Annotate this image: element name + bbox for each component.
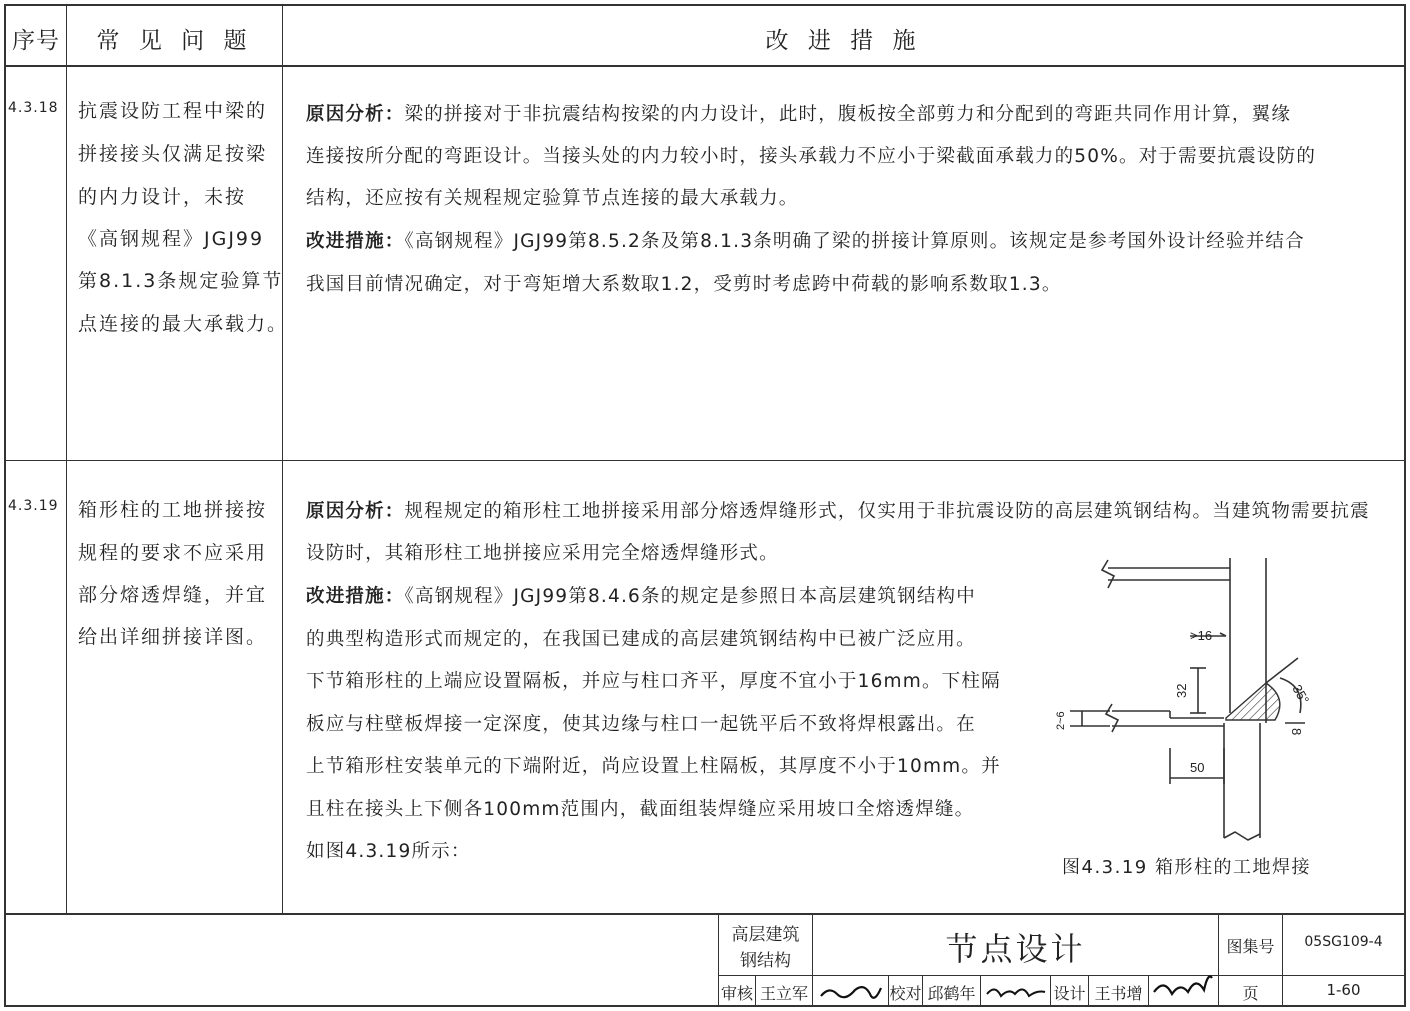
dim-8: 8	[1289, 728, 1304, 736]
text-line: 我国目前情况确定，对于弯矩增大系数取1.2，受剪时考虑跨中荷载的影响系数取1.3。	[306, 274, 1062, 295]
problem-line: 拼接接头仅满足按梁	[78, 143, 268, 165]
tb-cell-div	[980, 975, 981, 1006]
header-no: 序号	[12, 28, 60, 54]
tb-category-2: 钢结构	[740, 951, 791, 971]
text-line: 上节箱形柱安装单元的下端附近，尚应设置上柱隔板，其厚度不小于10mm。并	[306, 756, 1001, 777]
tb-check-label: 校对	[889, 984, 922, 1003]
frame-right	[1404, 4, 1406, 1007]
tb-cell-div	[812, 975, 813, 1006]
measure-label: 改进措施：	[306, 586, 405, 607]
weld-groove	[1226, 683, 1280, 720]
tb-title: 节点设计	[945, 930, 1086, 968]
header-measure: 改 进 措 施	[765, 28, 922, 54]
text-line: 的典型构造形式而规定的，在我国已建成的高层建筑钢结构中已被广泛应用。	[306, 629, 976, 650]
frame-bottom	[4, 1005, 1406, 1007]
problem-line: 箱形柱的工地拼接按	[78, 499, 268, 521]
tb-row-divider	[718, 975, 1406, 976]
figure-caption: 图4.3.19 箱形柱的工地焊接	[1062, 857, 1311, 878]
col-divider-1	[66, 4, 67, 914]
dim-2-6: 2~6	[1055, 711, 1067, 730]
text-line: 《高钢规程》JGJ99第8.4.6条的规定是参照日本高层建筑钢结构中	[404, 586, 976, 607]
problem-line: 的内力设计，未按	[78, 186, 247, 208]
text-line: 且柱在接头上下侧各100mm范围内，截面组装焊缝应采用坡口全熔透焊缝。	[306, 799, 975, 820]
header-problem: 常 见 问 题	[96, 28, 253, 54]
text-line: 规程规定的箱形柱工地拼接采用部分熔透焊缝形式，仅实用于非抗震设防的高层建筑钢结构。当建筑物需要抗震	[404, 501, 1370, 522]
text-line: 如图4.3.19所示：	[306, 841, 471, 862]
frame-left	[4, 4, 6, 1007]
problem-line: 抗震设防工程中梁的	[78, 100, 268, 122]
tb-reviewer: 王立军	[759, 984, 808, 1003]
text-line: 板应与柱壁板焊接一定深度，使其边缘与柱口一起铣平后不致将焊根露出。在	[306, 714, 976, 735]
problem-line: 《高钢规程》JGJ99	[78, 228, 265, 250]
row-divider	[4, 460, 1406, 461]
text-line: 设防时，其箱形柱工地拼接应采用完全熔透焊缝形式。	[306, 543, 779, 564]
text-line: 《高钢规程》JGJ99第8.5.2条及第8.1.3条明确了梁的拼接计算原则。该规定是参考国外设计经验并结合	[404, 231, 1305, 252]
tb-review-label: 审核	[720, 984, 753, 1003]
problem-line: 部分熔透焊缝，并宜	[78, 584, 268, 606]
dim-35: 35°	[1289, 682, 1313, 707]
dim-32: 32	[1174, 683, 1189, 698]
problem-line: 规程的要求不应采用	[78, 542, 268, 564]
tb-design-label: 设计	[1053, 984, 1086, 1003]
row-number: 4.3.19	[8, 498, 59, 514]
tb-designer: 王书增	[1094, 984, 1143, 1003]
reviewer-signature	[815, 978, 885, 1004]
tb-cell-div	[1148, 975, 1149, 1006]
dim-gt16: >16	[1190, 628, 1213, 643]
tb-page-no: 1-60	[1326, 981, 1361, 999]
table-bottom-divider	[4, 913, 1406, 915]
frame-top	[4, 4, 1406, 6]
weld-detail-figure	[1030, 548, 1390, 848]
checker-signature	[983, 978, 1049, 1004]
problem-line: 点连接的最大承载力。	[78, 313, 289, 335]
designer-signature	[1150, 968, 1216, 1004]
header-divider	[4, 65, 1406, 67]
tb-category-1: 高层建筑	[731, 925, 800, 945]
dim-50: 50	[1190, 760, 1205, 775]
col-divider-2	[282, 4, 283, 914]
measure-label: 改进措施：	[306, 231, 405, 252]
text-line: 结构，还应按有关规程规定验算节点连接的最大承载力。	[306, 188, 799, 209]
tb-page-label: 页	[1242, 984, 1259, 1003]
row-number: 4.3.18	[8, 100, 59, 116]
text-line: 梁的拼接对于非抗震结构按梁的内力设计，此时，腹板按全部剪力和分配到的弯距共同作用计算，翼缘	[404, 104, 1292, 125]
cause-label: 原因分析：	[306, 104, 405, 125]
problem-line: 第8.1.3条规定验算节	[78, 270, 284, 292]
tb-atlas-label: 图集号	[1226, 937, 1275, 956]
text-line: 连接按所分配的弯距设计。当接头处的内力较小时，接头承载力不应小于梁截面承载力的50%。对于需要抗震设防的	[306, 146, 1317, 167]
text-line: 下节箱形柱的上端应设置隔板，并应与柱口齐平，厚度不宜小于16mm。下柱隔	[306, 671, 1001, 692]
tb-checker: 邱鹤年	[927, 984, 976, 1003]
problem-line: 给出详细拼接详图。	[78, 626, 268, 648]
cause-label: 原因分析：	[306, 501, 405, 522]
tb-atlas-no: 05SG109-4	[1304, 934, 1383, 950]
